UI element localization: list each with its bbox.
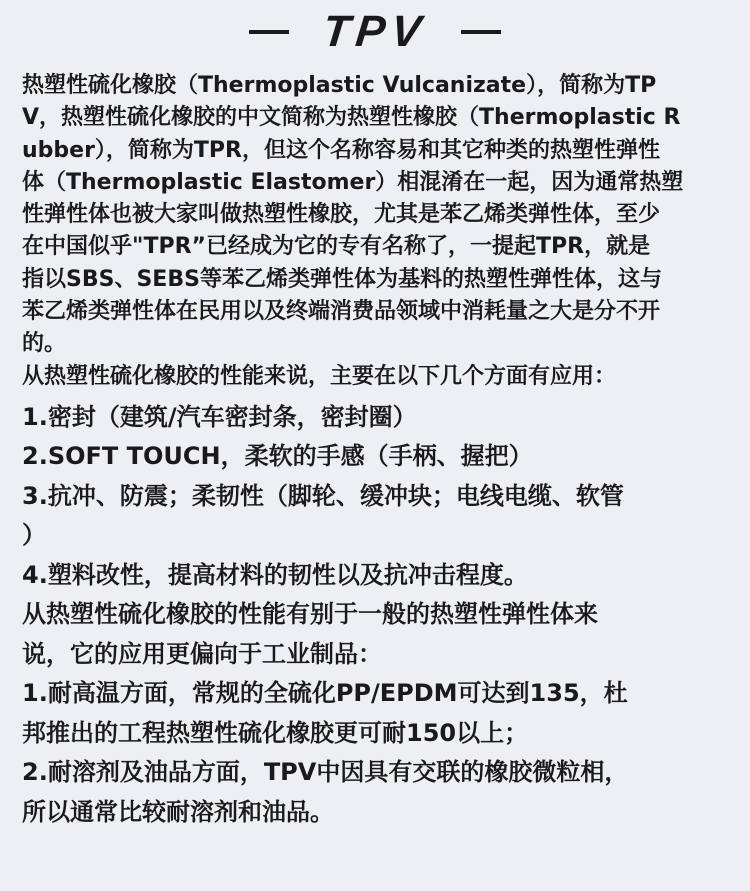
text-line: 体（Thermoplastic Elastomer）相混淆在一起，因为通常热塑 — [22, 169, 684, 195]
text-line: 4.塑料改性，提高材料的韧性以及抗冲击程度。 — [22, 560, 528, 589]
text-line: 的。 — [22, 331, 67, 357]
title-dash-right — [461, 30, 501, 34]
text-line: 热塑性硫化橡胶（Thermoplastic Vulcanizate），简称为TP — [22, 73, 657, 98]
list-item — [22, 477, 734, 556]
text-line: 1.密封（建筑/汽车密封条，密封圈） — [22, 402, 417, 431]
list-item — [22, 437, 734, 477]
header — [0, 7, 750, 56]
intro-paragraph — [22, 70, 734, 361]
text-line: 1.耐高温方面，常规的全硫化PP/EPDM可达到135，杜 — [22, 679, 628, 708]
list-item — [22, 674, 734, 753]
text-line: 从热塑性硫化橡胶的性能来说，主要在以下几个方面有应用： — [22, 363, 617, 389]
industrial-intro — [22, 595, 734, 674]
list-item — [22, 398, 734, 438]
list-item — [22, 753, 734, 832]
text-line: 2.SOFT TOUCH，柔软的手感（手柄、握把） — [22, 442, 533, 471]
text-line: 3.抗冲、防震；柔韧性（脚轮、缓冲块；电线电缆、软管 — [22, 481, 624, 510]
text-line: 苯乙烯类弹性体在民用以及终端消费品领域中消耗量之大是分不开 — [22, 299, 661, 325]
text-line: ubber），简称为TPR，但这个名称容易和其它种类的热塑性弹性 — [22, 137, 661, 163]
text-line: 在中国似乎"TPR”已经成为它的专有名称了，一提起TPR，就是 — [22, 234, 651, 260]
text-line: 指以SBS、SEBS等苯乙烯类弹性体为基料的热塑性弹性体，这与 — [22, 266, 662, 292]
text-line: 从热塑性硫化橡胶的性能有别于一般的热塑性弹性体来 — [22, 600, 598, 629]
text-line: 说，它的应用更偏向于工业制品： — [22, 639, 382, 668]
page-title: TPV — [320, 7, 430, 56]
applications-intro — [22, 361, 734, 393]
text-line: 所以通常比较耐溶剂和油品。 — [22, 797, 334, 826]
list-item — [22, 556, 734, 596]
text-line: 性弹性体也被大家叫做热塑性橡胶，尤其是苯乙烯类弹性体，至少 — [22, 202, 661, 228]
text-line: 邦推出的工程热塑性硫化橡胶更可耐150以上； — [22, 718, 529, 747]
text-line: ） — [22, 521, 46, 550]
title-dash-left — [249, 30, 289, 34]
article-body — [22, 70, 734, 832]
text-line: V，热塑性硫化橡胶的中文简称为热塑性橡胶（Thermoplastic R — [22, 105, 681, 131]
text-line: 2.耐溶剂及油品方面，TPV中因具有交联的橡胶微粒相， — [22, 758, 629, 787]
